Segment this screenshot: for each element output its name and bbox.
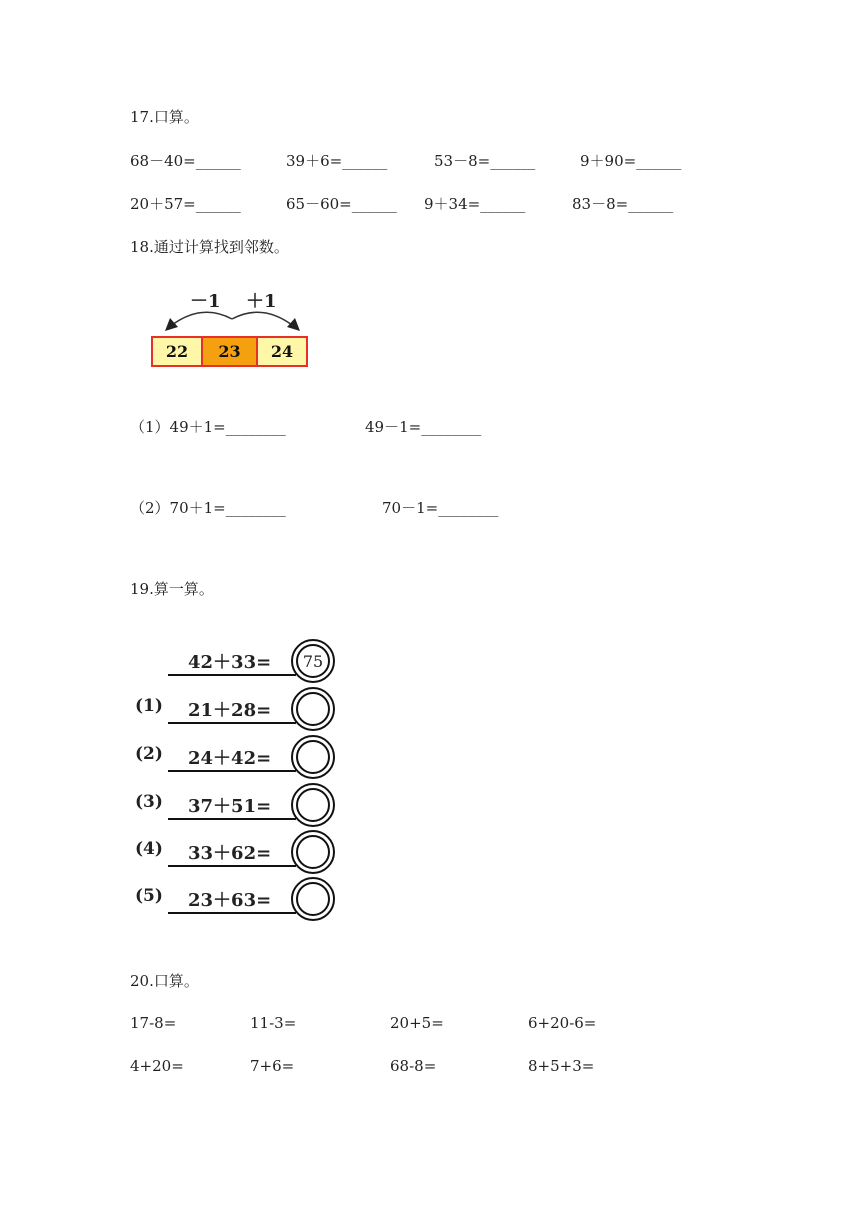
q18-item2-left: （2）70＋1=________	[130, 499, 286, 517]
q19-title: 19.算一算。	[130, 580, 214, 598]
calc-number: (5)	[135, 886, 163, 906]
answer-underline	[168, 770, 296, 772]
answer-circle-inner[interactable]	[296, 788, 330, 822]
calc-expression: 37＋51=	[188, 796, 272, 817]
q17-r1-item-2: 39＋6=______	[286, 152, 388, 170]
q20-r1-item-1: 17-8=	[130, 1014, 177, 1032]
answer-underline	[168, 865, 296, 867]
q17-title: 17.口算。	[130, 108, 199, 126]
q20-r2-item-3: 68-8=	[390, 1057, 437, 1075]
q20-r1-item-2: 11-3=	[250, 1014, 297, 1032]
q18-item1-left: （1）49＋1=________	[130, 418, 286, 436]
answer-circle[interactable]	[291, 877, 335, 921]
q17-r1-item-4: 9＋90=______	[580, 152, 682, 170]
cell-right: 24	[256, 336, 308, 367]
q18-title: 18.通过计算找到邻数。	[130, 238, 289, 256]
q20-r1-item-4: 6+20-6=	[528, 1014, 597, 1032]
answer-circle[interactable]	[291, 687, 335, 731]
right-arrow-curve	[232, 312, 292, 325]
cell-middle: 23	[203, 336, 256, 367]
q18-item1-right: 49－1=________	[365, 418, 482, 436]
neighbor-arrows	[150, 285, 315, 337]
answer-circle	[291, 639, 335, 683]
left-arrowhead	[165, 318, 178, 331]
q20-r2-item-1: 4+20=	[130, 1057, 184, 1075]
q17-r2-item-4: 83－8=______	[572, 195, 674, 213]
answer-underline	[168, 912, 296, 914]
answer-circle-inner: 75	[296, 644, 330, 678]
q20-r2-item-4: 8+5+3=	[528, 1057, 595, 1075]
answer-circle[interactable]	[291, 735, 335, 779]
calc-expression: 21＋28=	[188, 700, 272, 721]
answer-circle-inner[interactable]	[296, 835, 330, 869]
answer-underline	[168, 674, 296, 676]
q20-r1-item-3: 20+5=	[390, 1014, 444, 1032]
calc-expression: 42＋33=	[188, 652, 272, 673]
answer-circle[interactable]	[291, 783, 335, 827]
q17-r1-item-3: 53－8=______	[434, 152, 536, 170]
calc-number: (3)	[135, 792, 163, 812]
neighbor-number-diagram	[150, 285, 315, 370]
calc-row-2	[130, 734, 350, 782]
q17-r1-item-1: 68－40=______	[130, 152, 241, 170]
answer-underline	[168, 818, 296, 820]
q17-r2-item-3: 9＋34=______	[424, 195, 526, 213]
calc-number: (4)	[135, 839, 163, 859]
answer-underline	[168, 722, 296, 724]
cell-left: 22	[151, 336, 203, 367]
calc-expression: 23＋63=	[188, 890, 272, 911]
q17-r2-item-1: 20＋57=______	[130, 195, 241, 213]
calc-number: (2)	[135, 744, 163, 764]
answer-circle-inner[interactable]	[296, 882, 330, 916]
calc-row-5	[130, 876, 350, 924]
q18-item2-right: 70－1=________	[382, 499, 499, 517]
calc-expression: 24＋42=	[188, 748, 272, 769]
calc-example-row	[130, 638, 350, 686]
calc-number: (1)	[135, 696, 163, 716]
answer-circle-inner[interactable]	[296, 740, 330, 774]
calc-row-1	[130, 686, 350, 734]
calc-expression: 33＋62=	[188, 843, 272, 864]
q20-title: 20.口算。	[130, 972, 199, 990]
q17-r2-item-2: 65－60=______	[286, 195, 397, 213]
plus-one-label: ＋1	[246, 291, 277, 312]
left-arrow-curve	[172, 312, 232, 325]
calc-row-3	[130, 782, 350, 830]
q20-r2-item-2: 7+6=	[250, 1057, 295, 1075]
answer-circle-inner[interactable]	[296, 692, 330, 726]
answer-circle[interactable]	[291, 830, 335, 874]
calc-row-4	[130, 829, 350, 877]
minus-one-label: －1	[190, 291, 221, 312]
right-arrowhead	[287, 318, 300, 331]
